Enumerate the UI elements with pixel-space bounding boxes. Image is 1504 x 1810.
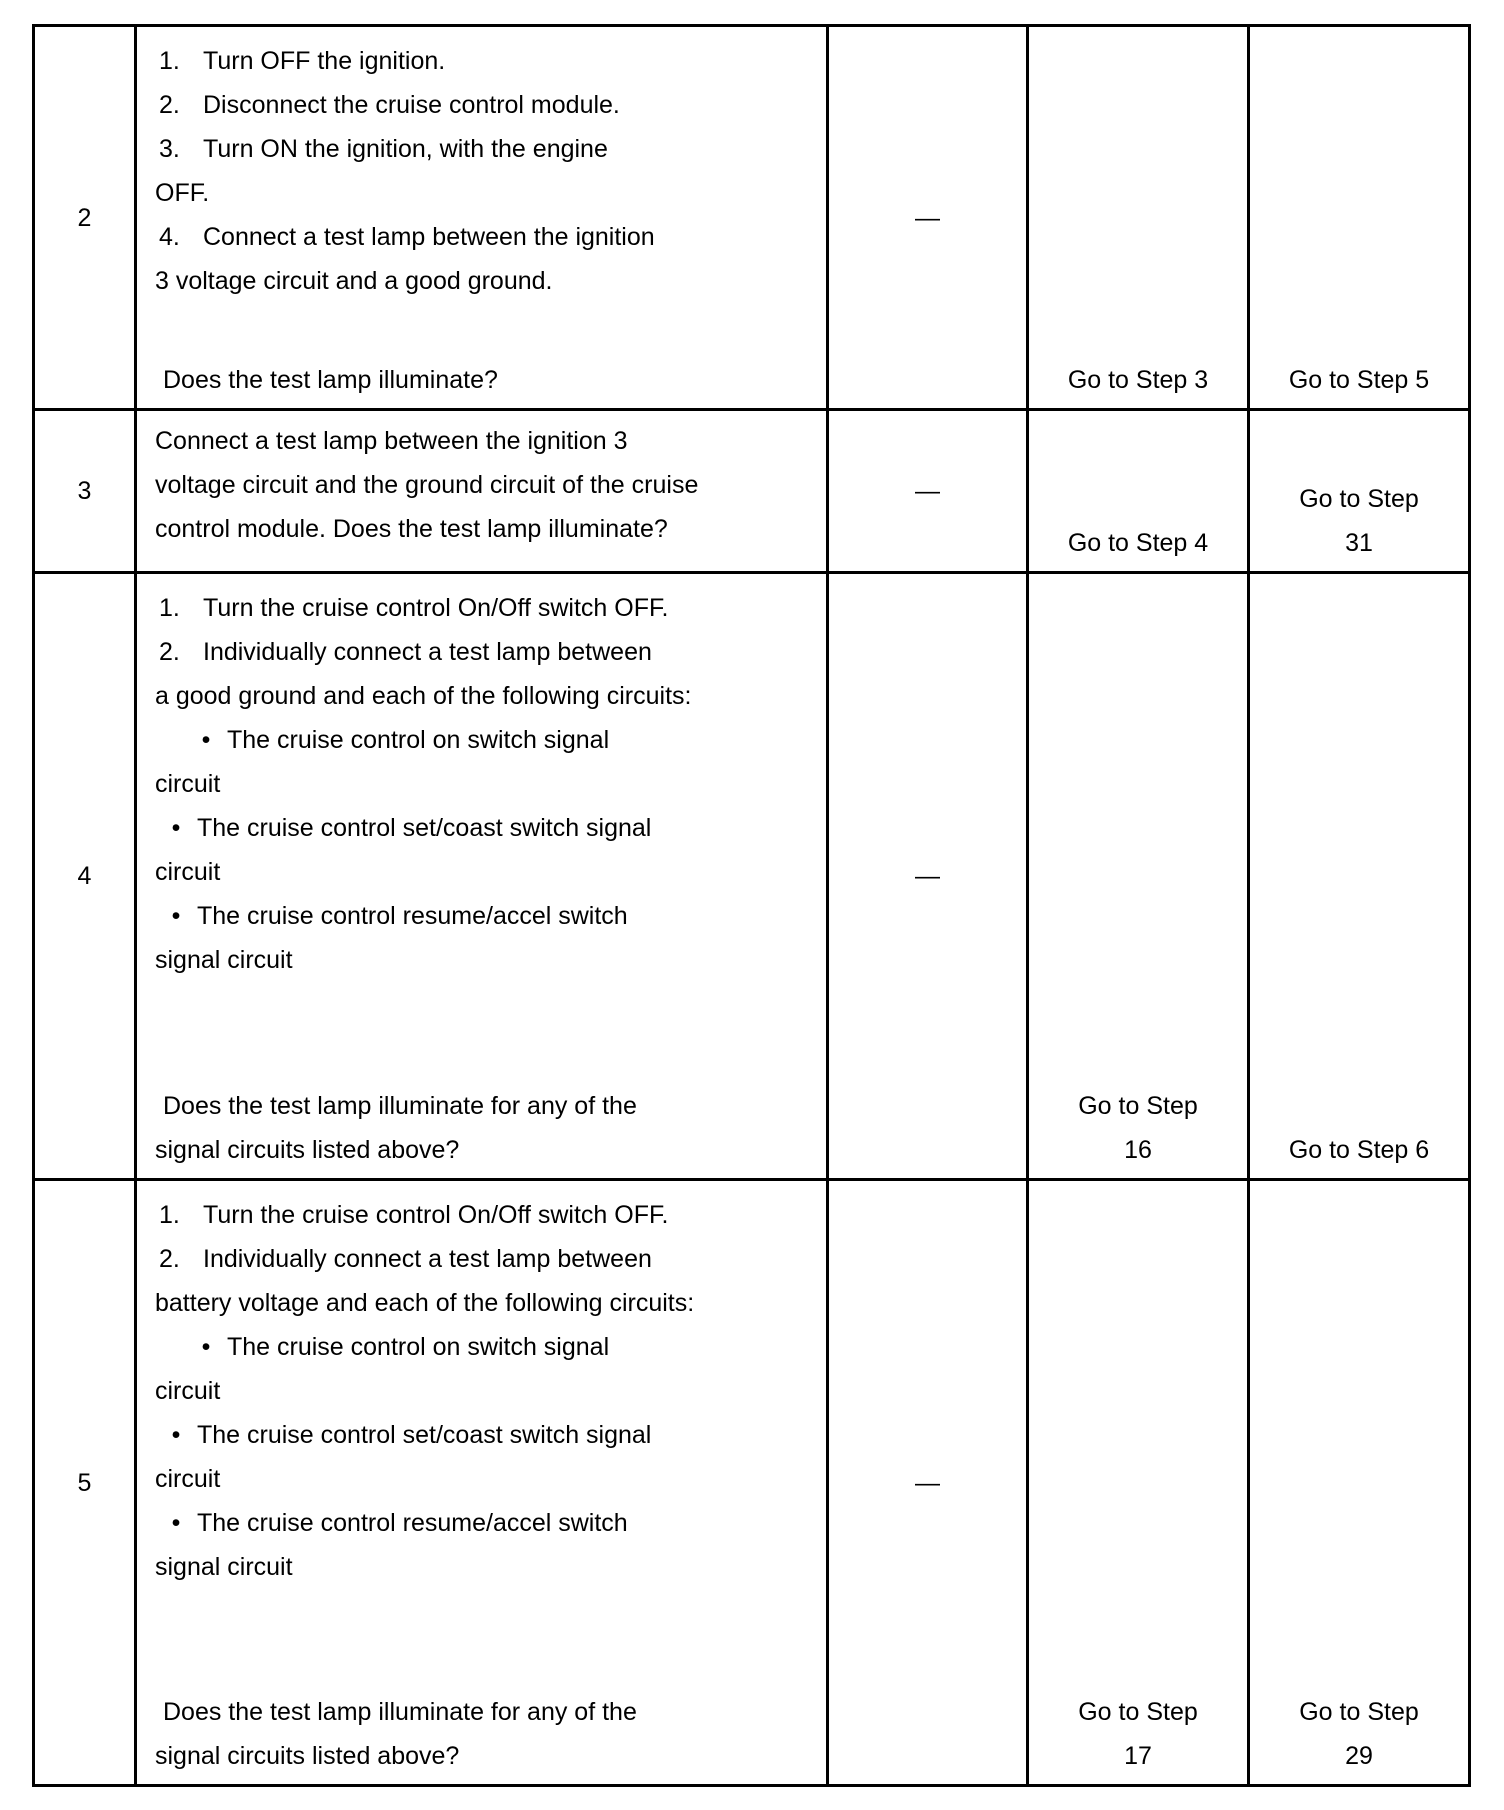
value-cell bbox=[828, 1180, 1028, 1786]
action-line: signal circuit bbox=[155, 1553, 293, 1581]
step-cell bbox=[34, 410, 136, 573]
action-line: 1. Turn the cruise control On/Off switch OFF. bbox=[159, 1201, 669, 1229]
value-dash: — bbox=[915, 203, 940, 232]
action-line: 1. Turn the cruise control On/Off switch OFF. bbox=[159, 594, 669, 622]
table-row bbox=[34, 410, 1470, 573]
step-number: 4 bbox=[77, 862, 92, 890]
action-text bbox=[137, 411, 826, 551]
yes-cell bbox=[1028, 410, 1249, 573]
step-cell bbox=[34, 573, 136, 1180]
yes-result: Go to Step 17 bbox=[1078, 1698, 1198, 1770]
diagnostic-table bbox=[32, 24, 1471, 1787]
table-row bbox=[34, 1180, 1470, 1786]
no-cell bbox=[1249, 410, 1470, 573]
no-cell bbox=[1249, 1180, 1470, 1786]
value-cell bbox=[828, 410, 1028, 573]
value-dash: — bbox=[915, 477, 940, 505]
action-line: 1. Turn OFF the ignition. bbox=[159, 47, 446, 75]
no-result: Go to Step 6 bbox=[1288, 1136, 1430, 1164]
question-text: Does the test lamp illuminate for any of the signal circuits listed above? bbox=[155, 1092, 637, 1164]
yes-result: Go to Step 4 bbox=[1067, 529, 1209, 557]
action-line: circuit bbox=[155, 770, 221, 798]
action-line: 2. Individually connect a test lamp between bbox=[159, 1245, 652, 1273]
action-cell bbox=[136, 410, 828, 573]
action-line: • The cruise control set/coast switch signal bbox=[171, 814, 652, 842]
step-cell bbox=[34, 26, 136, 410]
action-line: 2. Individually connect a test lamp between bbox=[159, 638, 652, 666]
yes-cell bbox=[1028, 26, 1249, 410]
action-cell bbox=[136, 573, 828, 1180]
action-line: 3 voltage circuit and a good ground. bbox=[155, 267, 553, 295]
step-number: 2 bbox=[77, 203, 92, 232]
value-cell bbox=[828, 26, 1028, 410]
action-line: • The cruise control resume/accel switch bbox=[171, 1509, 628, 1537]
value-dash: — bbox=[915, 862, 940, 890]
no-cell bbox=[1249, 573, 1470, 1180]
action-line: a good ground and each of the following circuits: bbox=[155, 682, 692, 710]
yes-result: Go to Step 16 bbox=[1078, 1092, 1198, 1164]
step-number: 3 bbox=[77, 477, 92, 505]
table-row bbox=[34, 26, 1470, 410]
value-cell bbox=[828, 573, 1028, 1180]
action-line: 3. Turn ON the ignition, with the engine bbox=[159, 135, 608, 163]
action-line: • The cruise control on switch signal bbox=[201, 726, 610, 754]
action-cell bbox=[136, 1180, 828, 1786]
action-text bbox=[137, 27, 826, 303]
action-line: • The cruise control on switch signal bbox=[201, 1333, 610, 1361]
action-line: Connect a test lamp between the ignition 3 bbox=[155, 427, 628, 455]
action-line: circuit bbox=[155, 1465, 221, 1493]
no-result: Go to Step 31 bbox=[1299, 485, 1419, 557]
no-result: Go to Step 5 bbox=[1288, 366, 1430, 394]
action-line: battery voltage and each of the following circuits: bbox=[155, 1289, 695, 1317]
action-text bbox=[137, 574, 826, 982]
yes-result: Go to Step 3 bbox=[1067, 366, 1209, 394]
value-dash: — bbox=[915, 1468, 940, 1497]
question-text: Does the test lamp illuminate for any of the signal circuits listed above? bbox=[155, 1698, 637, 1770]
action-line: • The cruise control resume/accel switch bbox=[171, 902, 628, 930]
action-line: 4. Connect a test lamp between the ignition bbox=[159, 223, 655, 251]
action-line: 2. Disconnect the cruise control module. bbox=[159, 91, 620, 119]
action-cell bbox=[136, 26, 828, 410]
action-text bbox=[137, 1181, 826, 1589]
action-line: OFF. bbox=[155, 179, 210, 207]
action-line: voltage circuit and the ground circuit of the cruise bbox=[155, 471, 699, 499]
action-line: circuit bbox=[155, 858, 221, 886]
action-line: signal circuit bbox=[155, 946, 293, 974]
question-text: Does the test lamp illuminate? bbox=[163, 366, 498, 394]
no-cell bbox=[1249, 26, 1470, 410]
action-line: • The cruise control set/coast switch signal bbox=[171, 1421, 652, 1449]
action-line: circuit bbox=[155, 1377, 221, 1405]
table-row bbox=[34, 573, 1470, 1180]
step-cell bbox=[34, 1180, 136, 1786]
action-line: control module. Does the test lamp illuminate? bbox=[155, 515, 668, 543]
yes-cell bbox=[1028, 573, 1249, 1180]
step-number: 5 bbox=[77, 1468, 92, 1497]
no-result: Go to Step 29 bbox=[1299, 1698, 1419, 1770]
yes-cell bbox=[1028, 1180, 1249, 1786]
